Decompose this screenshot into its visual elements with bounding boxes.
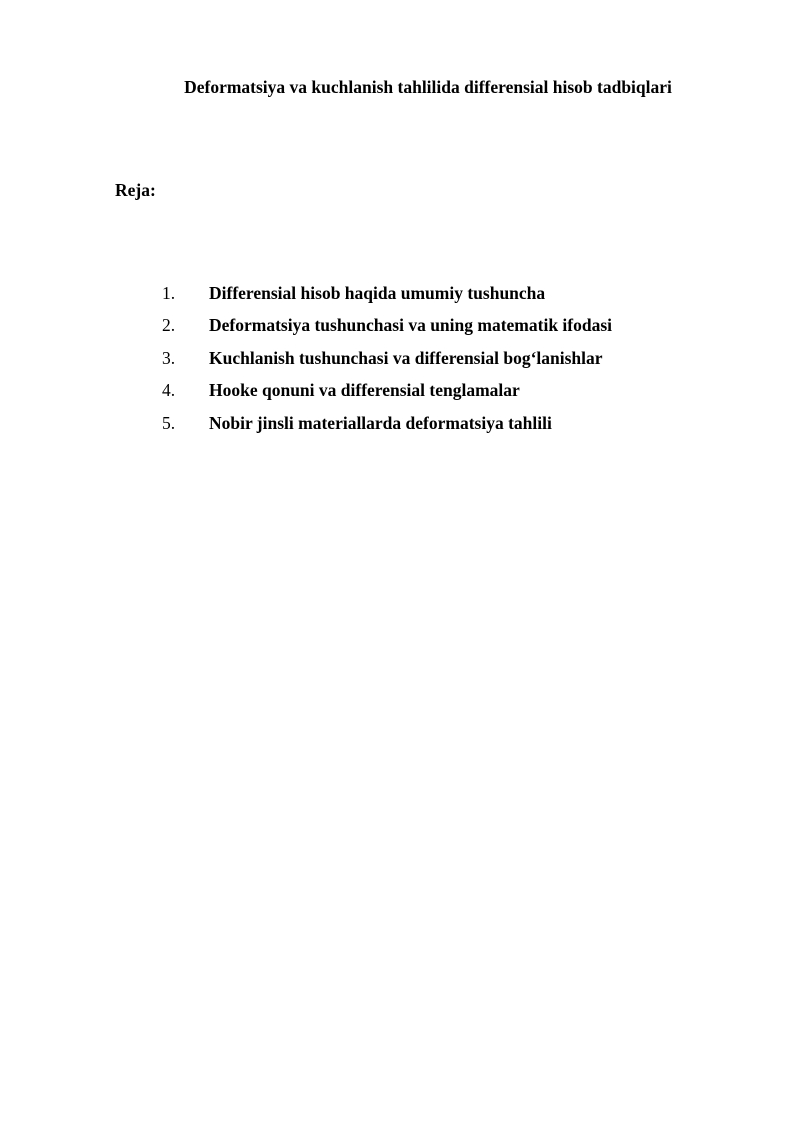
plan-item-text: Deformatsiya tushunchasi va uning matematik ifodasi	[209, 315, 613, 336]
plan-item-number: 2.	[162, 315, 176, 336]
plan-item	[0, 314, 800, 346]
plan-heading: Reja:	[115, 180, 156, 200]
plan-item-number: 4.	[162, 380, 176, 401]
plan-item-number: 1.	[162, 283, 176, 303]
plan-item-text: Nobir jinsli materiallarda deformatsiya tahlili	[209, 412, 552, 433]
document-title: Deformatsiya va kuchlanish tahlilida differensial hisob tadbiqlari	[184, 77, 672, 97]
plan-item-number: 5.	[162, 412, 176, 433]
plan-item-text: Differensial hisob haqida umumiy tushuncha	[209, 283, 546, 303]
plan-item	[0, 412, 800, 444]
plan-item-text: Hooke qonuni va differensial tenglamalar	[209, 380, 520, 401]
plan-item-number: 3.	[162, 347, 176, 368]
plan-item	[0, 282, 800, 314]
plan-item-text: Kuchlanish tushunchasi va differensial bog‘lanishlar	[209, 347, 603, 368]
plan-item	[0, 347, 800, 379]
plan-item	[0, 379, 800, 411]
plan-list	[0, 282, 800, 444]
